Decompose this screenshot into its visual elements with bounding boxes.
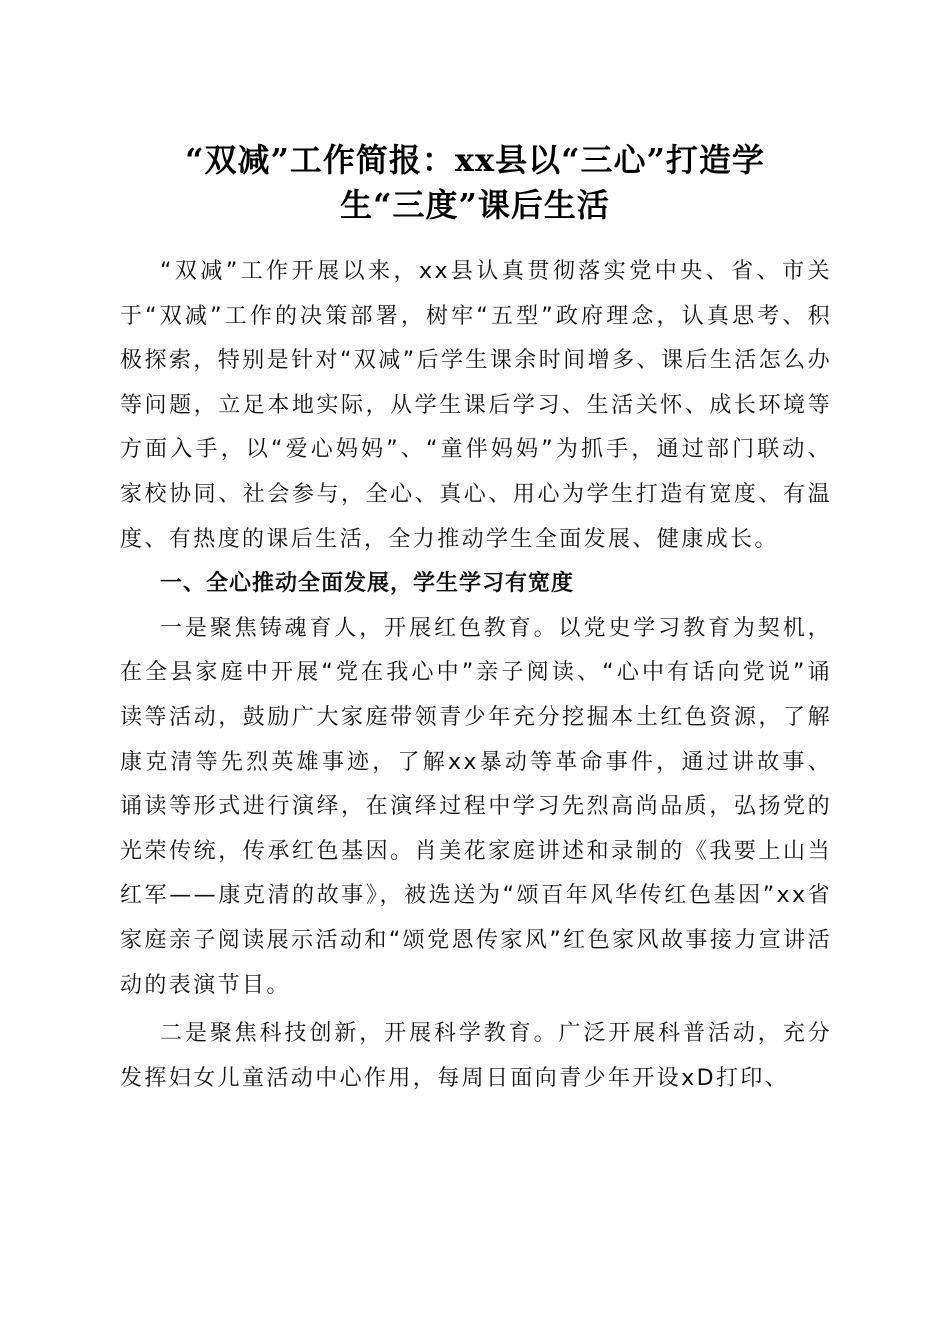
document-title — [100, 138, 850, 228]
paragraph-2-body: 广泛开展科普活动，充分发挥妇女儿童活动中心作用，每周日面向青少年开设xD打印、 — [120, 1021, 833, 1091]
paragraph-1 — [120, 607, 832, 1008]
section-heading: 一、全心推动全面发展，学生学习有宽度 — [160, 571, 575, 597]
paragraph-1-lead: 一是聚焦铸魂育人，开展红色教育。 — [160, 615, 559, 641]
intro-paragraph: “双减”工作开展以来，xx县认真贯彻落实党中央、省、市关于“双减”工作的决策部署，树牢“五型”政府理念，认真思考、积极探索，特别是针对“双减”后学生课余时间增多、课后生活怎么办等问题，立足本地实际，从学生课后学习、生活关怀、成长环境等方面入手，以“爱心妈妈”、“童伴妈妈”为抓手，通过部门联动、家校协同、社会参与，全心、真心、用心为学生打造有宽度、有温度、有热度的课后生活，全力推动学生全面发展、健康成长。 — [120, 259, 832, 552]
paragraph-1-body: 以党史学习教育为契机，在全县家庭中开展“党在我心中”亲子阅读、“心中有话向党说”诵读等活动，鼓励广大家庭带领青少年充分挖掘本土红色资源，了解康克清等先烈英雄事迹，了解xx暴动等革命事件，通过讲故事、诵读等形式进行演绎，在演绎过程中学习先烈高尚品质，弘扬党的光荣传统，传承红色基因。肖美花家庭讲述和录制的《我要上山当红军——康克清的故事》，被选送为“颂百年风华传红色基因”xx省家庭亲子阅读展示活动和“颂党恩传家风”红色家风故事接力宣讲活动的表演节目。 — [120, 615, 833, 998]
paragraph-2 — [120, 1012, 832, 1101]
paragraph-2-lead: 二是聚焦科技创新，开展科学教育。 — [160, 1021, 559, 1047]
title-line-2: 生“三度”课后生活 — [340, 186, 610, 224]
title-line-1: “双减”工作简报：xx县以“三心”打造学 — [185, 141, 765, 179]
document-body — [120, 250, 832, 1101]
